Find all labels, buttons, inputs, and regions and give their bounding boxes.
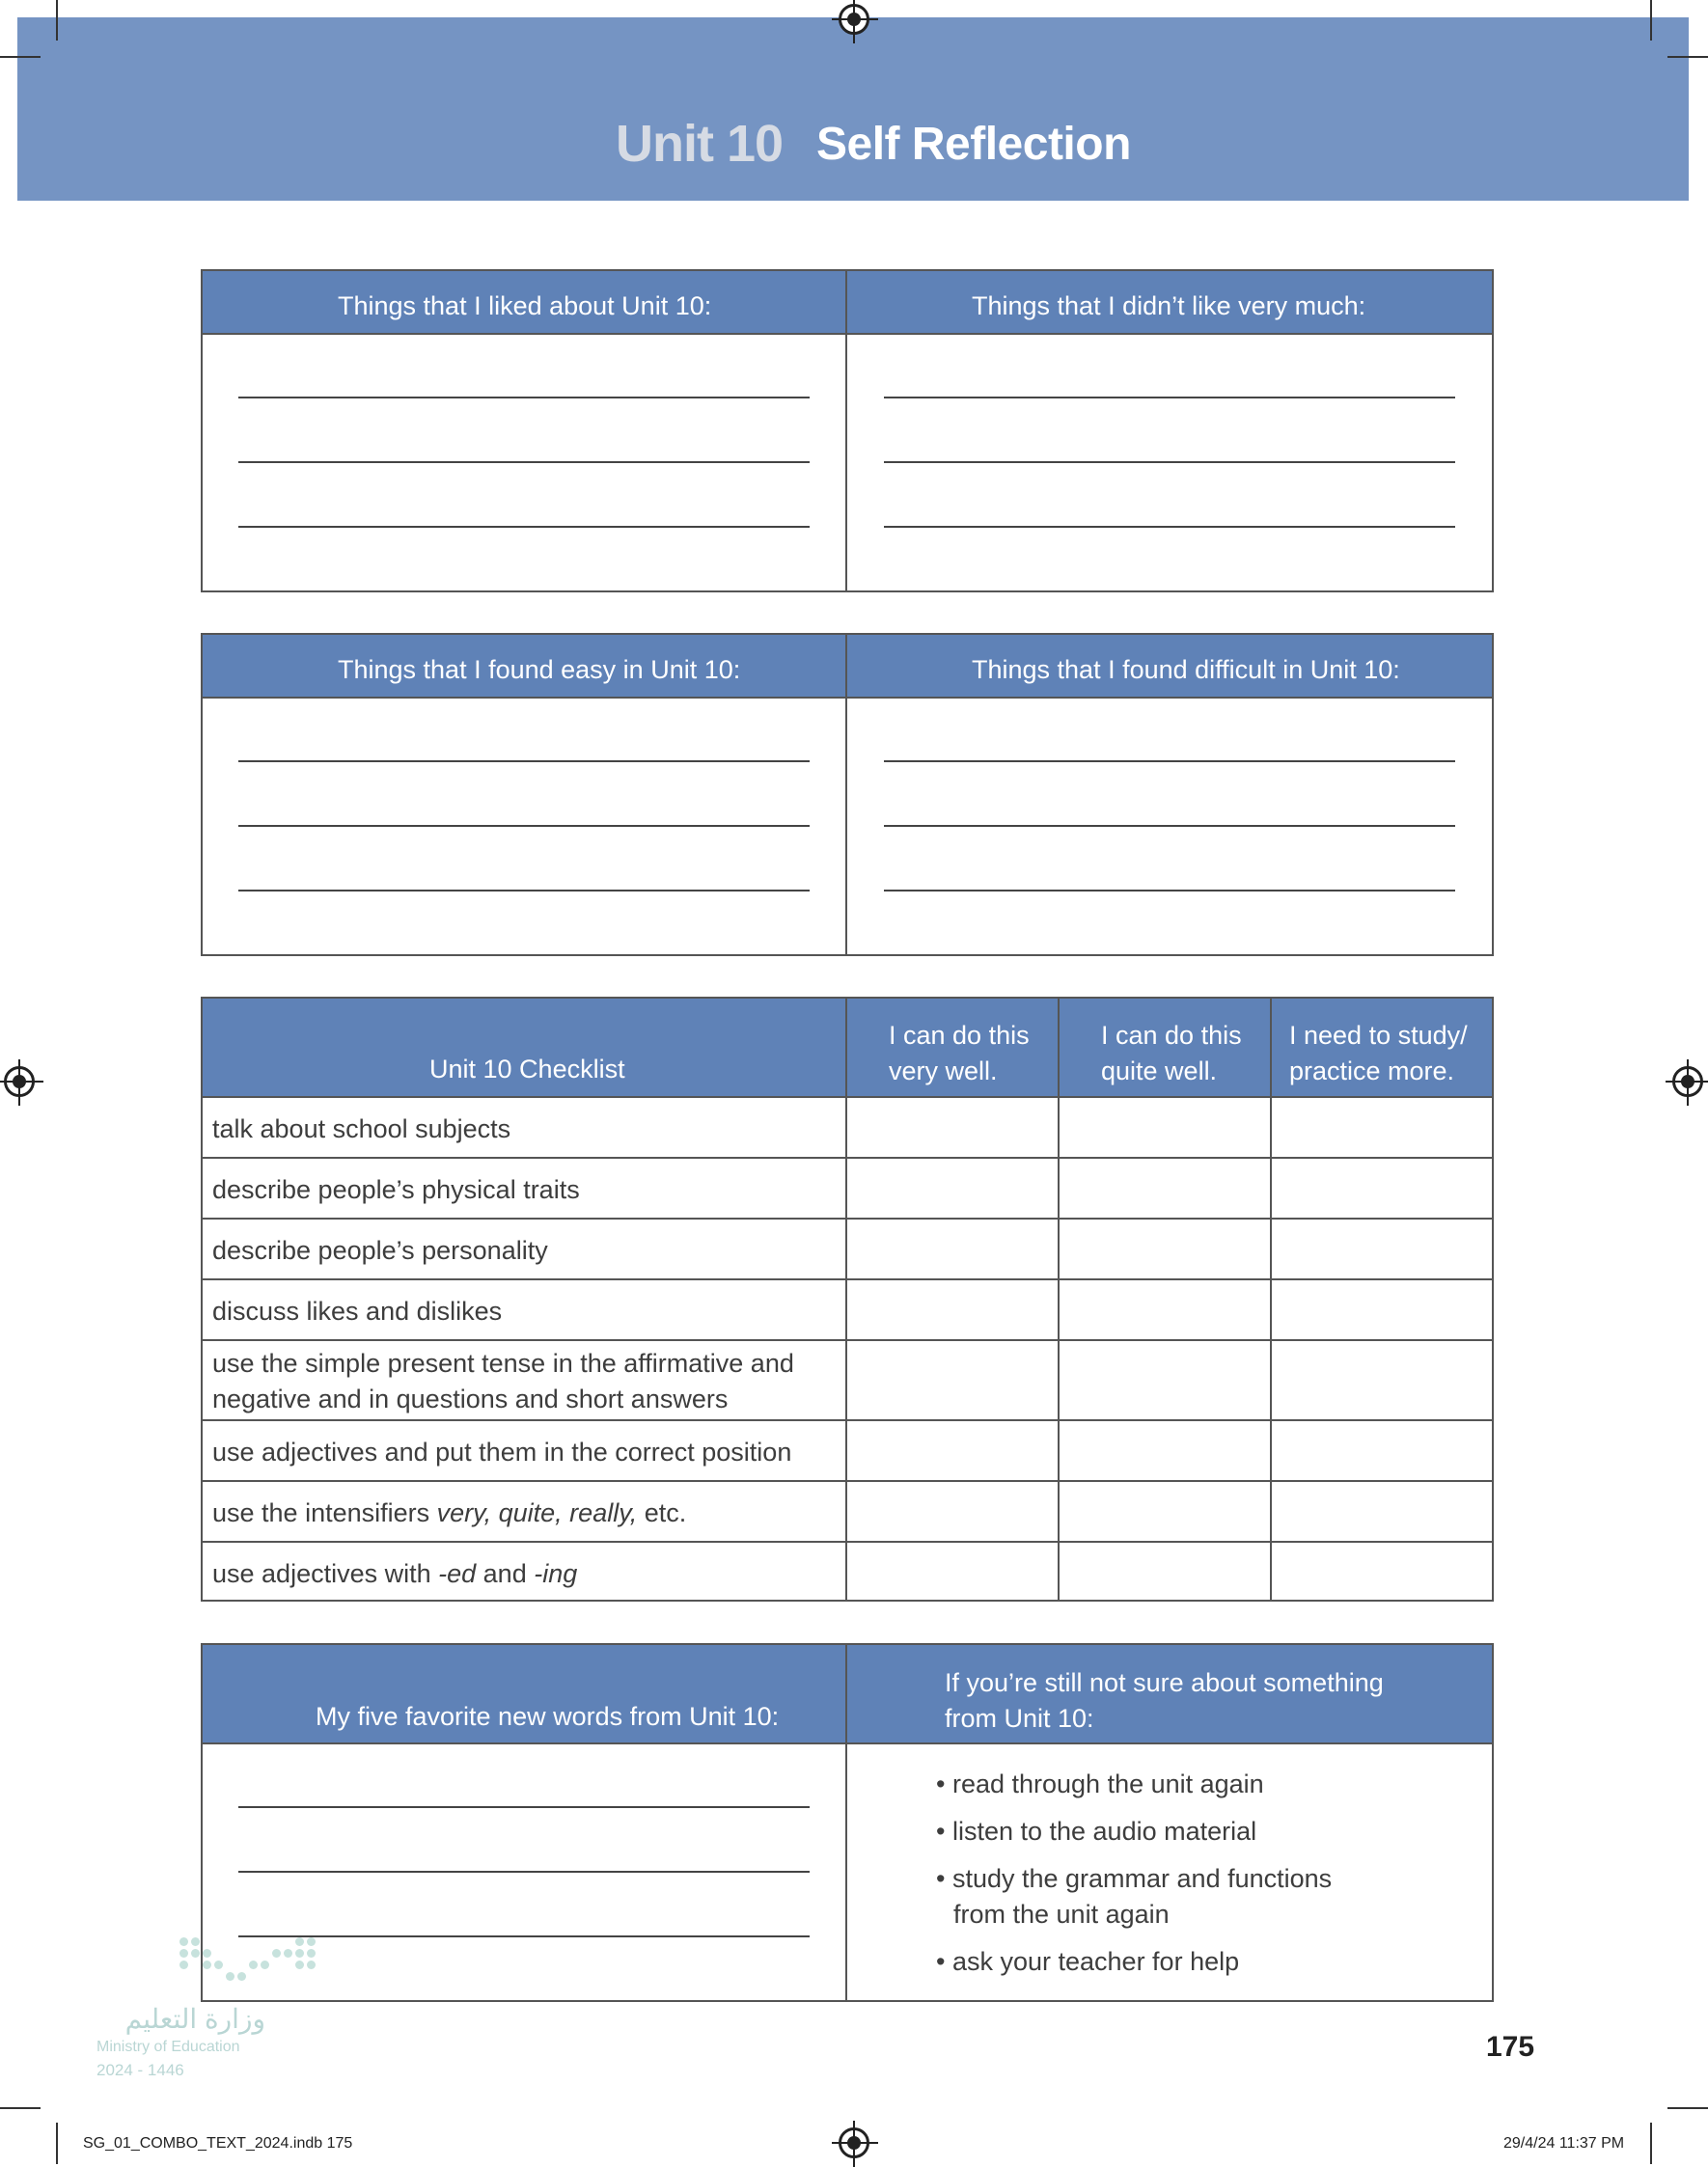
divider	[201, 1742, 1494, 1744]
row-divider	[201, 1218, 1494, 1220]
footer-date: 29/4/24 11:37 PM	[1503, 2135, 1625, 2152]
registration-mark-left-icon	[4, 1066, 35, 1097]
checklist-item-personality: describe people’s personality	[212, 1236, 548, 1265]
row-divider	[201, 1339, 1494, 1341]
checklist-item-intensifiers: use the intensifiers very, quite, really, etc.	[212, 1498, 687, 1527]
header-banner	[17, 17, 1689, 201]
page-number: 175	[1486, 2031, 1535, 2063]
tip-read-unit: • read through the unit again	[936, 1769, 1264, 1798]
easy-write-line-2[interactable]	[238, 825, 810, 827]
tip-study-grammar-cont: from the unit again	[953, 1900, 1170, 1929]
disliked-write-line-3[interactable]	[884, 526, 1455, 528]
ministry-logo	[96, 1930, 357, 2094]
logo-english-text: Ministry of Education	[96, 2039, 240, 2055]
liked-write-line-2[interactable]	[238, 461, 810, 463]
crop-mark	[1667, 2107, 1708, 2109]
liked-write-line-3[interactable]	[238, 526, 810, 528]
crop-mark	[0, 2107, 41, 2109]
divider	[845, 1643, 847, 2002]
crop-mark	[56, 0, 58, 41]
easy-heading: Things that I found easy in Unit 10:	[338, 655, 741, 684]
divider	[845, 269, 847, 592]
checklist-item-physical-traits: describe people’s physical traits	[212, 1175, 580, 1204]
footer-file-info: SG_01_COMBO_TEXT_2024.indb 175	[83, 2135, 353, 2152]
registration-mark-bottom-icon	[839, 2127, 869, 2158]
divider	[201, 1096, 1494, 1098]
row-divider	[201, 1419, 1494, 1421]
page-title: Self Reflection	[816, 119, 1131, 170]
column-heading-very-well: I can do this very well.	[889, 1021, 1030, 1085]
checklist-item-simple-present: use the simple present tense in the affirmative and negative and in questions and short answers	[212, 1349, 794, 1413]
unit-label: Unit 10	[616, 115, 784, 173]
tip-listen-audio: • listen to the audio material	[936, 1817, 1257, 1846]
checklist-item-adjective-position: use adjectives and put them in the correct position	[212, 1438, 792, 1467]
tip-ask-teacher: • ask your teacher for help	[936, 1947, 1240, 1976]
crop-mark	[1667, 56, 1708, 58]
divider	[1058, 997, 1060, 1602]
divider	[1270, 997, 1272, 1602]
checklist-heading: Unit 10 Checklist	[429, 1055, 625, 1084]
divider	[201, 697, 1494, 699]
disliked-heading: Things that I didn’t like very much:	[972, 291, 1366, 320]
divider	[845, 997, 847, 1602]
tip-study-grammar: • study the grammar and functions	[936, 1864, 1333, 1893]
row-divider	[201, 1541, 1494, 1543]
registration-mark-right-icon	[1672, 1066, 1703, 1097]
registration-mark-top-icon	[839, 4, 869, 35]
row-divider	[201, 1480, 1494, 1482]
crop-mark	[1650, 2123, 1652, 2164]
crop-mark	[1650, 0, 1652, 41]
tips-heading: If you’re still not sure about something from Unit 10:	[945, 1668, 1384, 1733]
difficult-write-line-2[interactable]	[884, 825, 1455, 827]
column-heading-quite-well: I can do this quite well.	[1101, 1021, 1242, 1085]
easy-write-line-3[interactable]	[238, 890, 810, 891]
checklist-item-school-subjects: talk about school subjects	[212, 1114, 511, 1143]
difficult-write-line-3[interactable]	[884, 890, 1455, 891]
difficult-write-line-1[interactable]	[884, 760, 1455, 762]
logo-years-text: 2024 - 1446	[96, 2061, 184, 2079]
checklist-item-ed-ing: use adjectives with -ed and -ing	[212, 1559, 578, 1588]
crop-mark	[56, 2123, 58, 2164]
word-write-line-1[interactable]	[238, 1806, 810, 1808]
liked-heading: Things that I liked about Unit 10:	[338, 291, 712, 320]
easy-write-line-1[interactable]	[238, 760, 810, 762]
crop-mark	[0, 56, 41, 58]
favorite-words-heading: My five favorite new words from Unit 10:	[316, 1702, 780, 1731]
divider	[201, 333, 1494, 335]
word-write-line-2[interactable]	[238, 1871, 810, 1873]
divider	[845, 633, 847, 956]
checklist-item-likes-dislikes: discuss likes and dislikes	[212, 1297, 503, 1326]
column-heading-study-more: I need to study/ practice more.	[1289, 1021, 1468, 1085]
disliked-write-line-2[interactable]	[884, 461, 1455, 463]
row-divider	[201, 1278, 1494, 1280]
logo-arabic-text: وزارة التعليم	[124, 2004, 265, 2034]
disliked-write-line-1[interactable]	[884, 397, 1455, 398]
row-divider	[201, 1157, 1494, 1159]
difficult-heading: Things that I found difficult in Unit 10:	[972, 655, 1400, 684]
liked-write-line-1[interactable]	[238, 397, 810, 398]
